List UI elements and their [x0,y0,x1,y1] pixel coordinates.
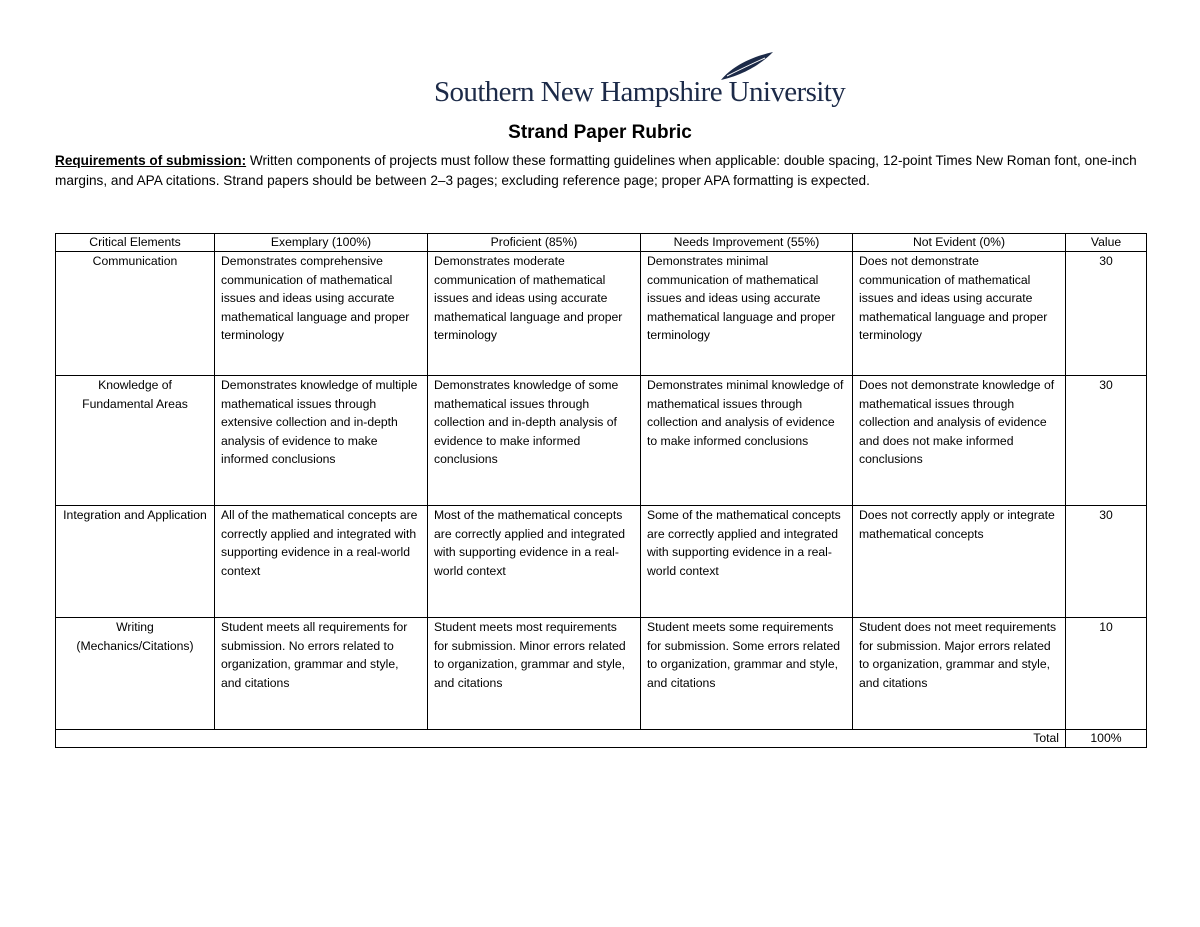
column-header: Not Evident (0%) [853,234,1066,252]
requirements-label: Requirements of submission: [55,153,247,168]
value-cell: 10 [1066,618,1147,730]
not-evident-cell: Does not correctly apply or integrate mathematical concepts [853,506,1066,618]
requirements-text: Written components of projects must follow these formatting guidelines when applicable: double spacing, 12-point Times New Roman font, one-inch margins, and APA citations. Strand papers should be between 2–3 pages; excluding reference page; proper APA formatting is expected. [55,153,1137,188]
requirements-paragraph [55,151,1150,191]
column-header: Proficient (85%) [428,234,641,252]
leaf-icon [717,50,777,84]
total-row [56,730,1147,748]
critical-element-cell: Integration and Application [56,506,215,618]
critical-element-cell: Communication [56,252,215,376]
exemplary-cell: Demonstrates comprehensive communication of mathematical issues and ideas using accurate mathematical language and proper terminology [215,252,428,376]
needs-improvement-cell: Demonstrates minimal communication of mathematical issues and ideas using accurate mathematical language and proper terminology [641,252,853,376]
critical-element-cell: Knowledge of Fundamental Areas [56,376,215,506]
table-row [56,376,1147,506]
table-row [56,252,1147,376]
column-header: Critical Elements [56,234,215,252]
column-header: Needs Improvement (55%) [641,234,853,252]
not-evident-cell: Does not demonstrate knowledge of mathematical issues through collection and analysis of evidence and does not make informed conclusions [853,376,1066,506]
value-cell: 30 [1066,252,1147,376]
logo-wordmark: Southern New Hampshire University [434,76,846,108]
page-title: Strand Paper Rubric [508,122,692,143]
proficient-cell: Demonstrates knowledge of some mathematical issues through collection and in-depth analysis of evidence to make informed conclusions [428,376,641,506]
total-label: Total [56,730,1066,748]
table-row [56,618,1147,730]
value-cell: 30 [1066,506,1147,618]
total-value: 100% [1066,730,1147,748]
not-evident-cell: Student does not meet requirements for submission. Major errors related to organization, grammar and style, and citations [853,618,1066,730]
needs-improvement-cell: Student meets some requirements for submission. Some errors related to organization, grammar and style, and citations [641,618,853,730]
column-header: Value [1066,234,1147,252]
needs-improvement-cell: Demonstrates minimal knowledge of mathematical issues through collection and analysis of evidence to make informed conclusions [641,376,853,506]
proficient-cell: Demonstrates moderate communication of mathematical issues and ideas using accurate mathematical language and proper terminology [428,252,641,376]
column-header: Exemplary (100%) [215,234,428,252]
exemplary-cell: All of the mathematical concepts are correctly applied and integrated with supporting evidence in a real-world context [215,506,428,618]
needs-improvement-cell: Some of the mathematical concepts are correctly applied and integrated with supporting evidence in a real-world context [641,506,853,618]
proficient-cell: Most of the mathematical concepts are correctly applied and integrated with supporting evidence in a real-world context [428,506,641,618]
critical-element-cell: Writing (Mechanics/Citations) [56,618,215,730]
not-evident-cell: Does not demonstrate communication of mathematical issues and ideas using accurate mathematical language and proper terminology [853,252,1066,376]
proficient-cell: Student meets most requirements for submission. Minor errors related to organization, grammar and style, and citations [428,618,641,730]
table-row [56,506,1147,618]
exemplary-cell: Demonstrates knowledge of multiple mathematical issues through extensive collection and in-depth analysis of evidence to make informed conclusions [215,376,428,506]
university-logo [432,50,846,110]
value-cell: 30 [1066,376,1147,506]
exemplary-cell: Student meets all requirements for submission. No errors related to organization, grammar and style, and citations [215,618,428,730]
rubric-table [55,233,1147,748]
table-header-row [56,234,1147,252]
